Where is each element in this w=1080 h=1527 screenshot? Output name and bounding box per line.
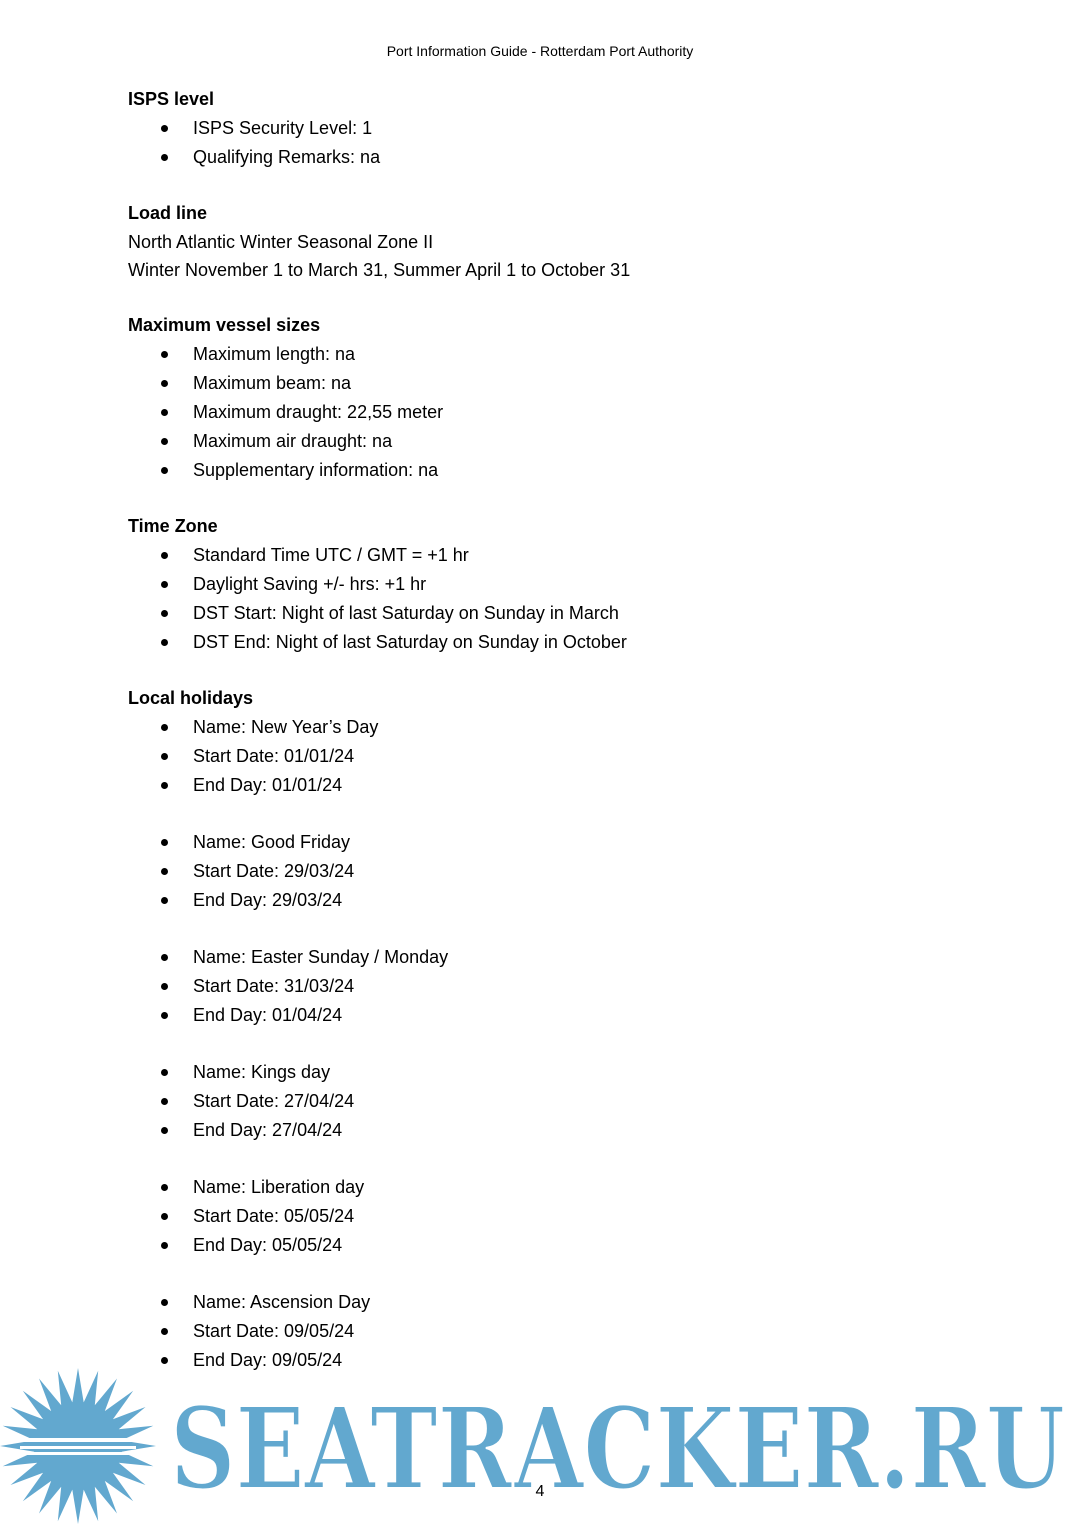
bullet-icon	[161, 724, 168, 731]
page-number: 4	[535, 1483, 545, 1500]
list-item: Supplementary information: na	[128, 456, 1028, 485]
bullet-icon	[161, 1242, 168, 1249]
list-item: End Day: 01/01/24	[128, 771, 1028, 800]
bullet-icon	[161, 467, 168, 474]
bullet-icon	[161, 1357, 168, 1364]
bullet-icon	[161, 438, 168, 445]
bullet-icon	[161, 581, 168, 588]
section-title-vessel-sizes: Maximum vessel sizes	[128, 315, 321, 335]
list-item: Start Date: 31/03/24	[128, 972, 1028, 1001]
section-vessel-sizes	[128, 311, 1028, 485]
bullet-icon	[161, 125, 168, 132]
bullet-icon	[161, 839, 168, 846]
bullet-icon	[161, 1127, 168, 1134]
document-body	[128, 85, 1028, 1375]
list-item: Name: New Year’s Day	[128, 713, 1028, 742]
isps-list	[128, 114, 1028, 172]
list-item: Qualifying Remarks: na	[128, 143, 1028, 172]
list-item: End Day: 29/03/24	[128, 886, 1028, 915]
list-item: Start Date: 01/01/24	[128, 742, 1028, 771]
holiday-group	[128, 1058, 1028, 1145]
holiday-group	[128, 943, 1028, 1030]
bullet-icon	[161, 868, 168, 875]
list-item: Maximum air draught: na	[128, 427, 1028, 456]
bullet-icon	[161, 351, 168, 358]
list-item: Name: Liberation day	[128, 1173, 1028, 1202]
bullet-icon	[161, 380, 168, 387]
bullet-icon	[161, 782, 168, 789]
list-item: End Day: 09/05/24	[128, 1346, 1028, 1375]
list-item: Start Date: 27/04/24	[128, 1087, 1028, 1116]
section-title-time-zone: Time Zone	[128, 516, 218, 536]
page-header: Port Information Guide - Rotterdam Port Authority	[386, 43, 694, 59]
load-line-text: North Atlantic Winter Seasonal Zone II	[128, 232, 434, 252]
bullet-icon	[161, 1069, 168, 1076]
bullet-icon	[161, 409, 168, 416]
holiday-group	[128, 1288, 1028, 1375]
list-item: Name: Easter Sunday / Monday	[128, 943, 1028, 972]
list-item: Name: Kings day	[128, 1058, 1028, 1087]
section-load-line	[128, 199, 1028, 284]
section-title-load-line: Load line	[128, 203, 208, 223]
list-item: End Day: 05/05/24	[128, 1231, 1028, 1260]
bullet-icon	[161, 1213, 168, 1220]
bullet-icon	[161, 983, 168, 990]
section-title-isps: ISPS level	[128, 89, 215, 109]
bullet-icon	[161, 897, 168, 904]
list-item: End Day: 27/04/24	[128, 1116, 1028, 1145]
bullet-icon	[161, 1012, 168, 1019]
load-line-text: Winter November 1 to March 31, Summer April 1 to October 31	[128, 260, 631, 280]
bullet-icon	[161, 639, 168, 646]
bullet-icon	[161, 1098, 168, 1105]
bullet-icon	[161, 552, 168, 559]
list-item: ISPS Security Level: 1	[128, 114, 1028, 143]
list-item: Start Date: 05/05/24	[128, 1202, 1028, 1231]
holiday-group	[128, 828, 1028, 915]
seatracker-watermark	[0, 1368, 1080, 1527]
time-zone-list	[128, 541, 1028, 657]
list-item: Daylight Saving +/- hrs: +1 hr	[128, 570, 1028, 599]
bullet-icon	[161, 954, 168, 961]
list-item: Maximum length: na	[128, 340, 1028, 369]
list-item: Maximum draught: 22,55 meter	[128, 398, 1028, 427]
section-title-local-holidays: Local holidays	[128, 688, 254, 708]
list-item: Maximum beam: na	[128, 369, 1028, 398]
bullet-icon	[161, 610, 168, 617]
section-isps	[128, 85, 1028, 172]
holiday-group	[128, 713, 1028, 800]
watermark-text: SEATRACKER.RU	[170, 1384, 1065, 1515]
section-time-zone	[128, 512, 1028, 657]
list-item: Name: Ascension Day	[128, 1288, 1028, 1317]
list-item: Start Date: 09/05/24	[128, 1317, 1028, 1346]
list-item: DST End: Night of last Saturday on Sunday in October	[128, 628, 1028, 657]
bullet-icon	[161, 1184, 168, 1191]
section-local-holidays	[128, 684, 1028, 1375]
list-item: End Day: 01/04/24	[128, 1001, 1028, 1030]
bullet-icon	[161, 1328, 168, 1335]
bullet-icon	[161, 154, 168, 161]
list-item: DST Start: Night of last Saturday on Sunday in March	[128, 599, 1028, 628]
list-item: Name: Good Friday	[128, 828, 1028, 857]
list-item: Start Date: 29/03/24	[128, 857, 1028, 886]
holiday-group	[128, 1173, 1028, 1260]
list-item: Standard Time UTC / GMT = +1 hr	[128, 541, 1028, 570]
bullet-icon	[161, 753, 168, 760]
bullet-icon	[161, 1299, 168, 1306]
vessel-sizes-list	[128, 340, 1028, 485]
